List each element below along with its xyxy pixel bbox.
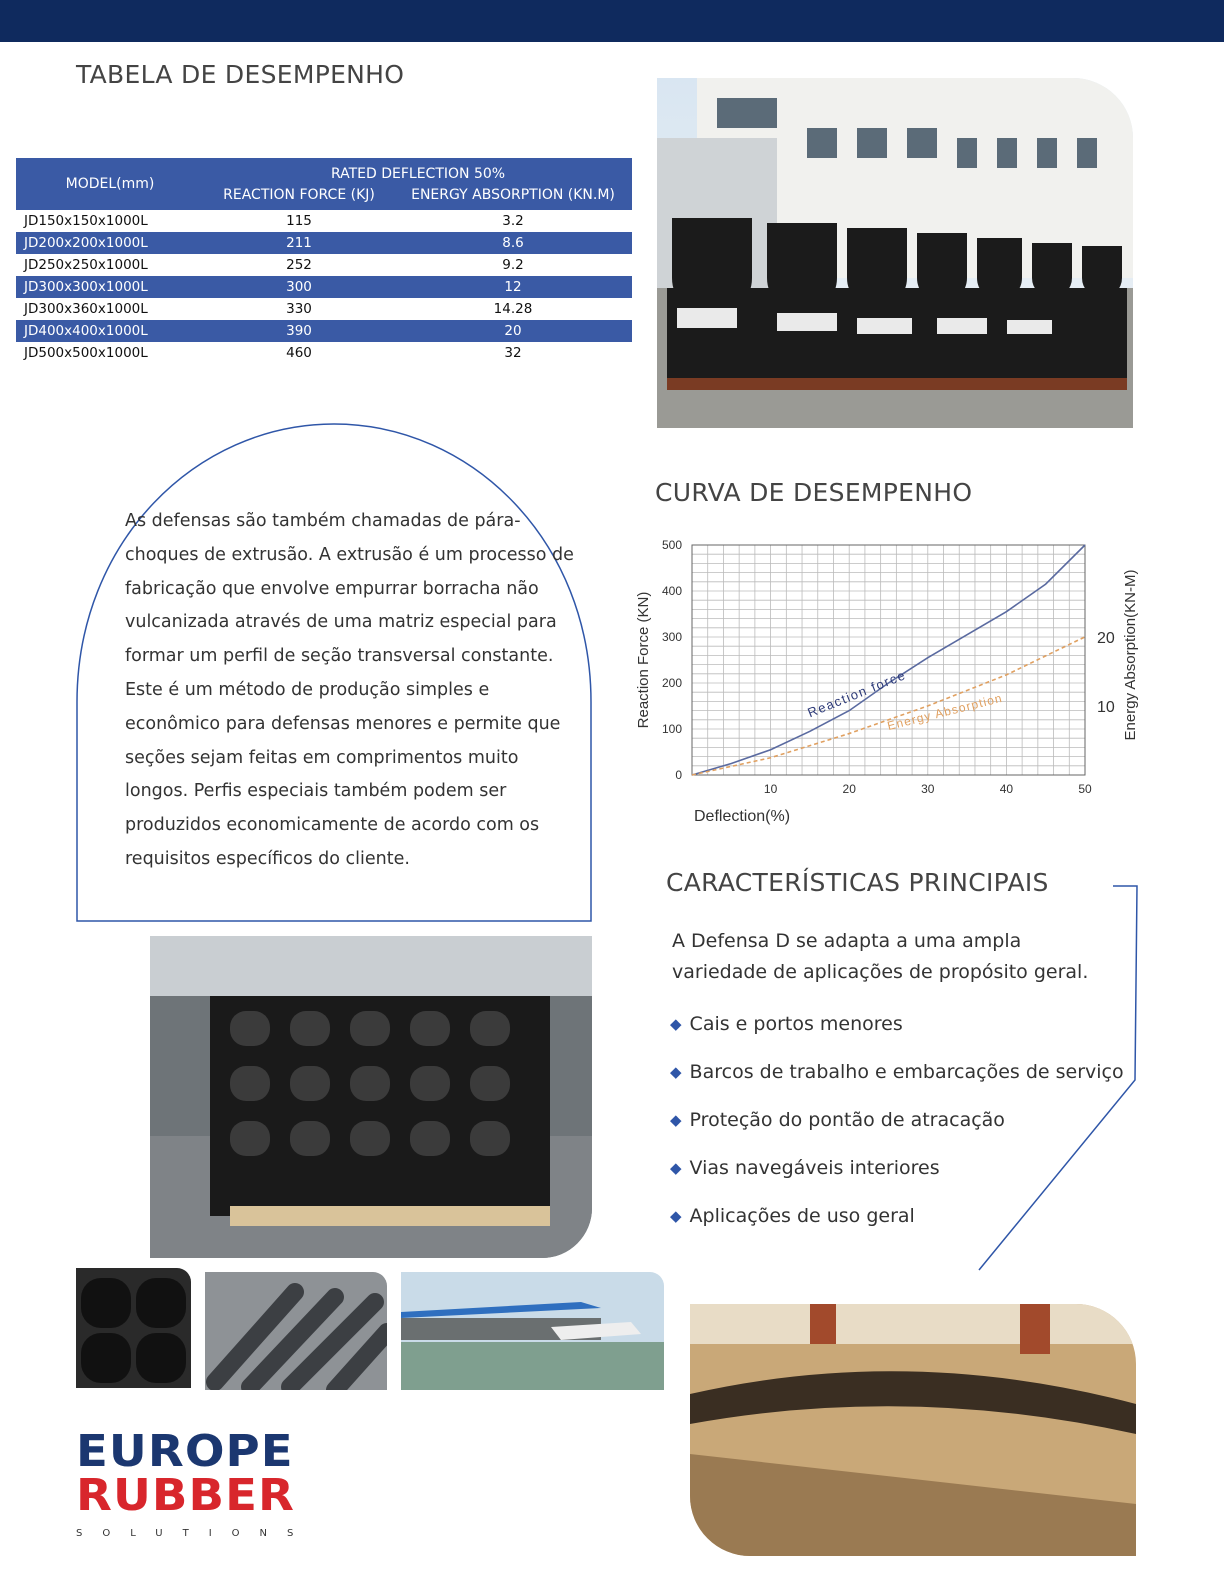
cell-model: JD400x400x1000L	[16, 320, 204, 342]
cell-model: JD200x200x1000L	[16, 232, 204, 254]
feature-item	[670, 1000, 1124, 1048]
x-tick-label: 10	[763, 782, 778, 796]
cell-reaction: 211	[204, 232, 394, 254]
y-axis-label: Reaction Force (KN)	[635, 591, 652, 729]
energy-header: ENERGY ABSORPTION (KN.M)	[394, 184, 632, 210]
diamond-bullet-icon: ◆	[670, 1015, 682, 1033]
y2-tick-label: 20	[1097, 629, 1115, 647]
performance-table	[16, 158, 632, 364]
feature-item	[670, 1192, 1124, 1240]
fender-closeup-photo	[76, 1268, 191, 1388]
cell-energy: 20	[394, 320, 632, 342]
top-banner	[0, 0, 1224, 42]
cell-reaction: 460	[286, 345, 312, 361]
dock-fenders-photo	[690, 1304, 1136, 1556]
y2-tick-label: 10	[1097, 698, 1115, 716]
cell-reaction: 390	[204, 320, 394, 342]
cell-reaction: 300	[204, 276, 394, 298]
features-list	[670, 1000, 1124, 1240]
logo-rubber: RUBBER	[76, 1470, 296, 1521]
cell-model: JD500x500x1000L	[24, 345, 148, 361]
y-tick-label: 500	[661, 538, 682, 552]
company-logo	[76, 1426, 314, 1539]
pontoon-photo	[401, 1272, 664, 1390]
x-axis-label: Deflection(%)	[694, 808, 791, 825]
features-intro: A Defensa D se adapta a uma ampla variedade de aplicações de propósito geral.	[672, 930, 1089, 983]
table-row	[16, 254, 632, 276]
cell-model: JD300x360x1000L	[24, 301, 148, 317]
cell-energy: 3.2	[502, 213, 524, 229]
cell-reaction: 115	[286, 213, 312, 229]
plot-frame	[692, 545, 1085, 775]
y-tick-label: 400	[661, 584, 682, 598]
table-row	[16, 276, 632, 298]
cell-reaction: 330	[286, 301, 312, 317]
x-tick-label: 40	[999, 782, 1014, 796]
y-tick-label: 100	[661, 722, 682, 736]
y-tick-label: 0	[675, 768, 682, 782]
series-line-reaction-force	[692, 545, 1085, 775]
y-tick-label: 200	[661, 676, 682, 690]
feature-text: Barcos de trabalho e embarcações de serviço	[689, 1061, 1124, 1083]
warehouse-fenders-photo	[657, 78, 1133, 428]
cell-energy: 32	[504, 345, 522, 361]
table-row	[16, 210, 632, 232]
reaction-force-annotation: Reaction force	[805, 667, 909, 721]
table-row	[16, 298, 632, 320]
cell-energy: 8.6	[394, 232, 632, 254]
extruded-fenders-photo	[205, 1272, 387, 1390]
feature-text: Vias navegáveis interiores	[689, 1157, 940, 1179]
description-text: As defensas são também chamadas de pára-choques de extrusão. A extrusão é um processo de fabricação que envolve empurrar borracha não vulcanizada através de uma matriz especial para formar um perfil de seção transversal constante. Este é um método de produção simples e econômico para defensas menores e permite que seções sejam feitas em comprimentos muito longos. Perfis especiais também podem ser produzidos economicamente de acordo com os requisitos específicos do cliente.	[125, 511, 574, 869]
y-tick-label: 300	[661, 630, 682, 644]
cell-energy: 9.2	[502, 257, 524, 273]
cell-energy: 14.28	[493, 301, 533, 317]
y2-axis-label: Energy Absorption(KN-M)	[1122, 569, 1139, 741]
x-tick-label: 20	[842, 782, 856, 796]
feature-item	[670, 1048, 1124, 1096]
performance-chart	[630, 530, 1150, 830]
diamond-bullet-icon: ◆	[670, 1159, 682, 1177]
diamond-bullet-icon: ◆	[670, 1207, 682, 1225]
table-row	[16, 232, 632, 254]
cell-model: JD150x150x1000L	[24, 213, 148, 229]
feature-item	[670, 1144, 1124, 1192]
cell-reaction: 252	[286, 257, 312, 273]
energy-absorption-annotation: Energy Absorption	[885, 690, 1005, 734]
cell-model: JD300x300x1000L	[16, 276, 204, 298]
x-tick-label: 30	[921, 782, 935, 796]
features-title: CARACTERÍSTICAS PRINCIPAIS	[666, 868, 1049, 897]
series-line-energy-absorption	[692, 637, 1085, 775]
table-row	[16, 342, 632, 364]
pallet-fenders-photo	[150, 936, 592, 1258]
reaction-header: REACTION FORCE (KJ)	[204, 184, 394, 210]
deflection-header: RATED DEFLECTION 50%	[204, 158, 632, 184]
feature-text: Aplicações de uso geral	[689, 1205, 915, 1227]
logo-solutions: SOLUTIONS	[76, 1528, 314, 1539]
logo-europe: EUROPE	[76, 1426, 294, 1477]
x-tick-label: 50	[1078, 782, 1092, 796]
curve-title: CURVA DE DESEMPENHO	[655, 478, 973, 507]
chart-svg	[630, 530, 1150, 830]
cell-energy: 12	[394, 276, 632, 298]
model-header: MODEL(mm)	[16, 158, 204, 210]
table-row	[16, 320, 632, 342]
table-title: TABELA DE DESEMPENHO	[76, 60, 405, 89]
cell-model: JD250x250x1000L	[24, 257, 148, 273]
diamond-bullet-icon: ◆	[670, 1063, 682, 1081]
feature-text: Proteção do pontão de atracação	[689, 1109, 1005, 1131]
diamond-bullet-icon: ◆	[670, 1111, 682, 1129]
feature-item	[670, 1096, 1124, 1144]
feature-text: Cais e portos menores	[689, 1013, 903, 1035]
